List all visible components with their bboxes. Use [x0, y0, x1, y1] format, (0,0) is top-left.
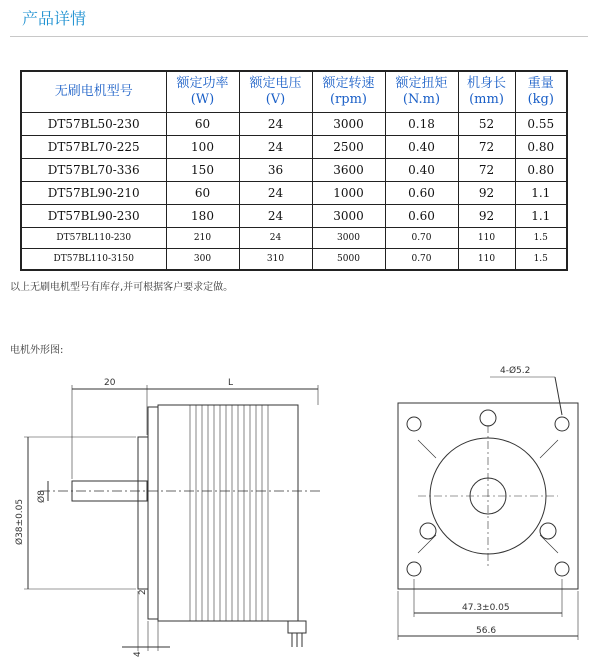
table-row	[21, 205, 567, 228]
header-unit: (V)	[265, 92, 286, 107]
motor-outline-drawing	[0, 355, 594, 660]
dim-boss-diameter: Ø38±0.05	[15, 498, 25, 545]
cell-torque: 0.60	[385, 205, 458, 228]
cell-power: 300	[166, 249, 239, 271]
cell-length: 92	[458, 182, 515, 205]
dim-flange-thickness: 2	[138, 589, 148, 595]
cell-speed: 5000	[312, 249, 385, 271]
table-row	[21, 113, 567, 136]
body-fins	[190, 405, 268, 621]
table-row	[21, 249, 567, 271]
header-unit: (rpm)	[329, 92, 367, 107]
header-torque	[385, 71, 458, 113]
cell-voltage: 24	[239, 182, 312, 205]
dim-flange-width: 56.6	[476, 626, 497, 636]
dim-leader-holes	[555, 377, 562, 415]
cell-power: 150	[166, 159, 239, 182]
front-hole-left	[420, 523, 436, 539]
header-unit: (mm)	[469, 92, 504, 107]
header-unit: (N.m)	[402, 92, 441, 107]
cell-model: DT57BL110-230	[21, 228, 166, 249]
drawing-section-label: 电机外形图:	[10, 345, 64, 356]
cell-power: 100	[166, 136, 239, 159]
header-model	[21, 71, 166, 113]
cell-length: 110	[458, 249, 515, 271]
cell-voltage: 24	[239, 136, 312, 159]
cell-speed: 3000	[312, 113, 385, 136]
title-bar	[10, 0, 588, 37]
cell-length: 72	[458, 136, 515, 159]
front-hole-right	[540, 523, 556, 539]
cell-weight: 0.80	[515, 136, 567, 159]
table-row	[21, 228, 567, 249]
cell-weight: 1.1	[515, 182, 567, 205]
cell-speed: 2500	[312, 136, 385, 159]
mount-hole	[407, 562, 421, 576]
table-row	[21, 182, 567, 205]
cell-power: 180	[166, 205, 239, 228]
cell-power: 210	[166, 228, 239, 249]
cell-model: DT57BL110-3150	[21, 249, 166, 271]
cell-torque: 0.18	[385, 113, 458, 136]
motor-body	[158, 405, 298, 621]
header-label: 额定扭矩	[395, 76, 448, 91]
cell-torque: 0.60	[385, 182, 458, 205]
header-weight	[515, 71, 567, 113]
header-label: 额定转速	[322, 76, 375, 91]
cell-voltage: 24	[239, 205, 312, 228]
table-row	[21, 159, 567, 182]
header-label: 额定功率	[176, 76, 229, 91]
cell-speed: 3600	[312, 159, 385, 182]
spec-table	[20, 70, 568, 271]
header-unit: (W)	[190, 92, 215, 107]
front-hole-top	[480, 410, 496, 426]
cell-model: DT57BL70-336	[21, 159, 166, 182]
cell-weight: 0.55	[515, 113, 567, 136]
header-voltage	[239, 71, 312, 113]
cell-speed: 3000	[312, 205, 385, 228]
cell-power: 60	[166, 113, 239, 136]
cell-torque: 0.70	[385, 249, 458, 271]
mount-hole	[407, 417, 421, 431]
cell-length: 72	[458, 159, 515, 182]
mount-hole	[555, 562, 569, 576]
dim-hole-spacing: 47.3±0.05	[462, 603, 510, 613]
cell-voltage: 24	[239, 113, 312, 136]
stock-note: 以上无刷电机型号有库存,并可根据客户要求定做。	[10, 282, 234, 293]
cell-torque: 0.40	[385, 136, 458, 159]
motor-flange	[148, 407, 158, 619]
cell-length: 92	[458, 205, 515, 228]
cell-weight: 0.80	[515, 159, 567, 182]
page-title: 产品详情	[22, 9, 87, 28]
cell-weight: 1.5	[515, 228, 567, 249]
dim-body-length: L	[228, 378, 234, 388]
dim-flange-offset: 4	[133, 651, 143, 657]
cell-voltage: 36	[239, 159, 312, 182]
header-length	[458, 71, 515, 113]
cell-voltage: 24	[239, 228, 312, 249]
header-unit: (kg)	[527, 92, 554, 107]
header-label: 机身长	[466, 76, 506, 91]
cell-weight: 1.5	[515, 249, 567, 271]
cell-model: DT57BL90-230	[21, 205, 166, 228]
cell-torque: 0.70	[385, 228, 458, 249]
cell-model: DT57BL70-225	[21, 136, 166, 159]
cell-voltage: 310	[239, 249, 312, 271]
motor-cable	[288, 621, 306, 633]
cell-speed: 1000	[312, 182, 385, 205]
motor-boss	[138, 437, 148, 589]
dim-hole-spec: 4-Ø5.2	[500, 366, 531, 376]
table-row	[21, 136, 567, 159]
header-speed	[312, 71, 385, 113]
cell-speed: 3000	[312, 228, 385, 249]
dim-shaft-length: 20	[104, 378, 116, 388]
cell-length: 52	[458, 113, 515, 136]
cell-torque: 0.40	[385, 159, 458, 182]
header-label: 重量	[527, 76, 554, 91]
cell-power: 60	[166, 182, 239, 205]
mount-hole	[555, 417, 569, 431]
header-label: 额定电压	[249, 76, 302, 91]
table-header-row	[21, 71, 567, 113]
cell-model: DT57BL50-230	[21, 113, 166, 136]
header-label: 无刷电机型号	[54, 84, 133, 99]
cell-length: 110	[458, 228, 515, 249]
header-power	[166, 71, 239, 113]
cell-weight: 1.1	[515, 205, 567, 228]
dim-shaft-diameter: Ø8	[37, 490, 47, 503]
cell-model: DT57BL90-210	[21, 182, 166, 205]
